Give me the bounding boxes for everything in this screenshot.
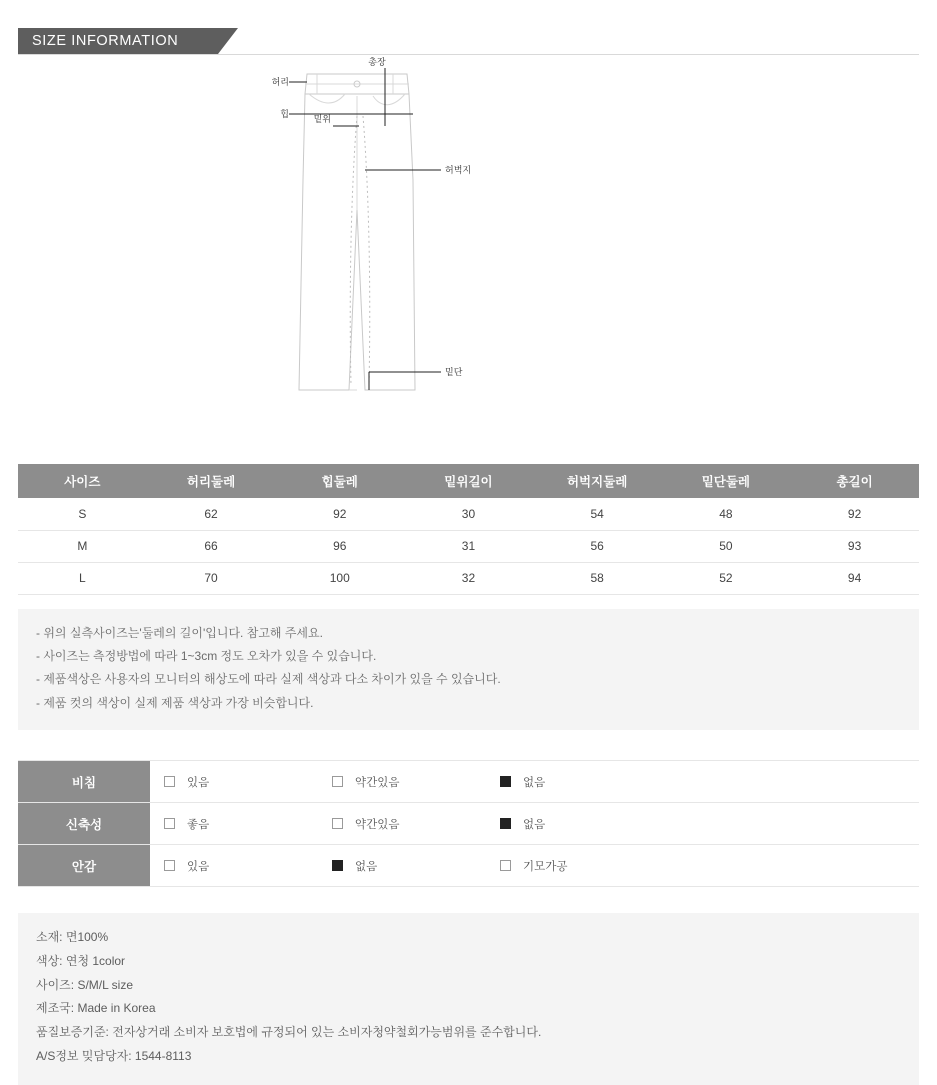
- label-waist: 허리: [271, 77, 289, 87]
- size-table-header-row: [18, 464, 919, 498]
- option-item[interactable]: [500, 816, 668, 832]
- checkbox-checked-icon[interactable]: [332, 860, 343, 871]
- size-table-col-2: 힙둘레: [275, 464, 404, 498]
- cell-hem: 48: [662, 498, 791, 530]
- size-table-body: [18, 498, 919, 594]
- table-row: [18, 498, 919, 530]
- cell-thigh: 58: [533, 562, 662, 594]
- cell-thigh: 54: [533, 498, 662, 530]
- size-table-head: [18, 464, 919, 498]
- option-item[interactable]: [332, 858, 500, 874]
- info-line-color: 색상: 연청 1color: [36, 953, 126, 968]
- option-item[interactable]: [164, 774, 332, 790]
- size-table-col-5: 밑단둘레: [662, 464, 791, 498]
- header-bar: [18, 28, 218, 54]
- property-options-elasticity: [150, 803, 919, 845]
- option-label: 있음: [187, 860, 210, 873]
- option-label: 없음: [523, 776, 546, 789]
- cell-size: M: [18, 530, 147, 562]
- cell-hip: 100: [275, 562, 404, 594]
- cell-rise: 31: [404, 530, 533, 562]
- option-label: 없음: [355, 860, 378, 873]
- option-label: 기모가공: [523, 860, 568, 873]
- info-line-contact: A/S정보 밎담당자: 1544-8113: [36, 1049, 192, 1064]
- property-label-elasticity: 신축성: [18, 803, 150, 845]
- info-line-warranty: 품질보증기준: 전자상거래 소비자 보호법에 규정되어 있는 소비자청약철회가능범위를 준수합니다.: [36, 1025, 542, 1040]
- checkbox-unchecked-icon[interactable]: [332, 776, 343, 787]
- property-label-sheerness: 비침: [18, 761, 150, 803]
- table-row: [18, 530, 919, 562]
- size-table-col-3: 밑위길이: [404, 464, 533, 498]
- size-information-page: [0, 14, 937, 1070]
- checkbox-unchecked-icon[interactable]: [164, 818, 175, 829]
- cell-hip: 92: [275, 498, 404, 530]
- info-line-size: 사이즈: S/M/L size: [36, 977, 134, 992]
- property-options-lining: [150, 845, 919, 887]
- cell-rise: 30: [404, 498, 533, 530]
- size-table-col-6: 총길이: [790, 464, 919, 498]
- label-hip: 힙: [279, 109, 289, 119]
- cell-length: 94: [790, 562, 919, 594]
- product-info-panel: [18, 913, 919, 1085]
- header-divider: [18, 54, 919, 55]
- cell-waist: 66: [147, 530, 276, 562]
- label-rise: 밑위: [313, 114, 331, 124]
- cell-waist: 70: [147, 562, 276, 594]
- header-triangle-decoration: [218, 28, 238, 54]
- property-label-lining: 안감: [18, 845, 150, 887]
- note-line: - 사이즈는 측정방법에 따라 1~3cm 정도 오차가 있을 수 있습니다.: [36, 648, 377, 663]
- option-item[interactable]: [164, 816, 332, 832]
- option-label: 좋음: [187, 818, 210, 831]
- note-line: - 위의 실측사이즈는'둘레의 길이'입니다. 참고해 주세요.: [36, 625, 323, 640]
- note-line: - 제품색상은 사용자의 모니터의 해상도에 따라 실제 색상과 다소 차이가 있을 수 있습니다.: [36, 672, 501, 687]
- cell-hem: 50: [662, 530, 791, 562]
- cell-length: 93: [790, 530, 919, 562]
- size-table-col-4: 허벅지둘레: [533, 464, 662, 498]
- cell-length: 92: [790, 498, 919, 530]
- fabric-properties-table: [18, 760, 919, 887]
- pants-measurement-diagram: [0, 57, 937, 450]
- note-line: - 제품 컷의 색상이 실제 제품 색상과 가장 비슷합니다.: [36, 695, 314, 710]
- page-title: SIZE INFORMATION: [32, 33, 179, 49]
- label-total-length: 총장: [367, 57, 386, 67]
- cell-waist: 62: [147, 498, 276, 530]
- page-header: [0, 14, 937, 60]
- size-table-col-1: 허리둘레: [147, 464, 276, 498]
- option-item[interactable]: [500, 774, 668, 790]
- cell-thigh: 56: [533, 530, 662, 562]
- table-row: [18, 562, 919, 594]
- size-table: [18, 464, 919, 595]
- cell-rise: 32: [404, 562, 533, 594]
- cell-hem: 52: [662, 562, 791, 594]
- checkbox-unchecked-icon[interactable]: [164, 860, 175, 871]
- checkbox-unchecked-icon[interactable]: [164, 776, 175, 787]
- checkbox-checked-icon[interactable]: [500, 818, 511, 829]
- checkbox-unchecked-icon[interactable]: [332, 818, 343, 829]
- checkbox-checked-icon[interactable]: [500, 776, 511, 787]
- option-item[interactable]: [500, 858, 668, 874]
- pants-diagram-svg: [271, 57, 649, 430]
- checkbox-unchecked-icon[interactable]: [500, 860, 511, 871]
- cell-size: S: [18, 498, 147, 530]
- option-item[interactable]: [164, 858, 332, 874]
- option-item[interactable]: [332, 816, 500, 832]
- size-table-col-0: 사이즈: [18, 464, 147, 498]
- info-line-origin: 제조국: Made in Korea: [36, 1001, 156, 1016]
- property-options-sheerness: [150, 761, 919, 803]
- option-item[interactable]: [332, 774, 500, 790]
- option-label: 없음: [523, 818, 546, 831]
- label-thigh: 허벅지: [444, 165, 471, 175]
- table-row: [18, 761, 919, 803]
- cell-hip: 96: [275, 530, 404, 562]
- table-row: [18, 845, 919, 887]
- option-label: 약간있음: [355, 818, 400, 831]
- label-hem: 밑단: [444, 367, 462, 377]
- size-notes-panel: [18, 609, 919, 731]
- cell-size: L: [18, 562, 147, 594]
- option-label: 있음: [187, 776, 210, 789]
- info-line-material: 소재: 면100%: [36, 930, 109, 945]
- option-label: 약간있음: [355, 776, 400, 789]
- table-row: [18, 803, 919, 845]
